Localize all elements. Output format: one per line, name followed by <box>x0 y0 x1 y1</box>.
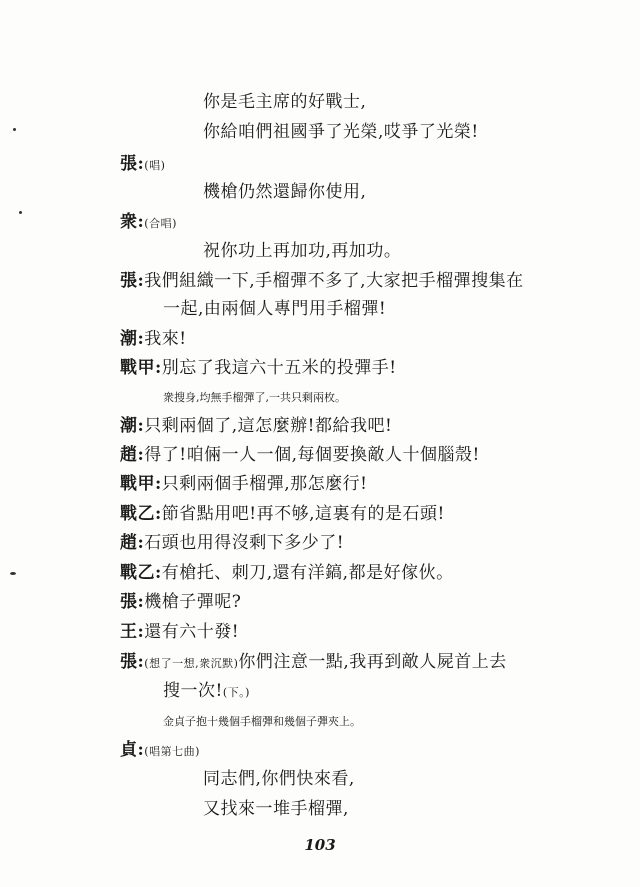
scan-speck <box>19 211 22 214</box>
dialogue-line <box>120 651 507 675</box>
dialogue-line <box>120 328 187 350</box>
dialogue-line <box>120 591 241 613</box>
speaker-label: 戰甲: <box>120 358 162 378</box>
dialogue-line <box>120 473 368 495</box>
stage-direction: 金貞子抱十幾個手榴彈和幾個子彈夾上。 <box>163 715 361 728</box>
dialogue-line <box>120 357 397 379</box>
page-number: 103 <box>304 836 336 854</box>
dialogue-line <box>120 532 344 554</box>
speaker-label: 衆: <box>120 212 145 232</box>
verse-line: 你是毛主席的好戰士, <box>203 92 367 112</box>
stage-note: (想了一想,衆沉默) <box>144 657 239 670</box>
verse-line: 祝你功上再加功,再加功。 <box>203 241 402 261</box>
dialogue-text: 機槍子彈呢? <box>144 592 242 612</box>
verse-line: 你給咱們祖國爭了光榮,哎爭了光榮! <box>203 122 479 142</box>
dialogue-text: 石頭也用得沒剩下多少了! <box>144 533 345 553</box>
speaker-line <box>120 153 165 177</box>
stage-direction: 衆搜身,均無手榴彈了,一共只剩兩枚。 <box>163 391 346 404</box>
speaker-label: 張: <box>120 154 145 174</box>
speaker-label: 戰甲: <box>120 474 162 494</box>
dialogue-text: 你們注意一點,我再到敵人屍首上去 <box>238 652 507 672</box>
dialogue-text: 只剩兩個手榴彈,那怎麼行! <box>161 474 368 494</box>
dialogue-line <box>120 444 480 466</box>
speaker-label: 張: <box>120 652 145 672</box>
dialogue-text: 有槍托、刺刀,還有洋鎬,都是好傢伙。 <box>161 563 454 583</box>
dialogue-text: 還有六十發! <box>144 622 240 642</box>
stage-note: (下。) <box>222 686 250 699</box>
stage-note: (合唱) <box>144 217 177 230</box>
verse-line: 同志們,你們快來看, <box>203 769 355 789</box>
verse-line: 機槍仍然還歸你使用, <box>203 182 367 202</box>
dialogue-text: 我們組織一下,手榴彈不多了,大家把手榴彈搜集在 <box>144 271 524 291</box>
dialogue-continuation: 一起,由兩個人專門用手榴彈! <box>163 299 387 319</box>
speaker-label: 戰乙: <box>120 563 162 583</box>
speaker-label: 張: <box>120 271 145 291</box>
speaker-label: 潮: <box>120 416 145 436</box>
dialogue-line <box>120 415 392 437</box>
dialogue-line <box>120 270 524 292</box>
speaker-label: 貞: <box>120 740 145 760</box>
dialogue-text: 得了!咱倆一人一個,每個要換敵人十個腦殼! <box>144 445 480 465</box>
dialogue-text: 只剩兩個了,這怎麼辦!都給我吧! <box>144 416 393 436</box>
stage-note: (唱第七曲) <box>144 745 200 758</box>
dialogue-line <box>120 562 454 584</box>
verse-line: 又找來一堆手榴彈, <box>203 799 349 819</box>
speaker-line <box>120 739 200 763</box>
dialogue-continuation: 搜一次!(下。) <box>163 681 250 701</box>
dialogue-line <box>120 503 445 525</box>
stage-note: (唱) <box>144 159 166 172</box>
dialogue-text: 別忘了我這六十五米的投彈手! <box>161 358 397 378</box>
speaker-label: 潮: <box>120 329 145 349</box>
speaker-label: 趙: <box>120 533 145 553</box>
speaker-label: 戰乙: <box>120 504 162 524</box>
speaker-label: 王: <box>120 622 145 642</box>
dialogue-text: 我來! <box>144 329 187 349</box>
speaker-label: 趙: <box>120 445 145 465</box>
scan-speck <box>13 128 16 131</box>
speaker-label: 張: <box>120 592 145 612</box>
dialogue-line <box>120 621 239 643</box>
scan-speck <box>10 572 16 575</box>
speaker-line <box>120 211 177 235</box>
dialogue-text: 節省點用吧!再不够,這裏有的是石頭! <box>161 504 445 524</box>
